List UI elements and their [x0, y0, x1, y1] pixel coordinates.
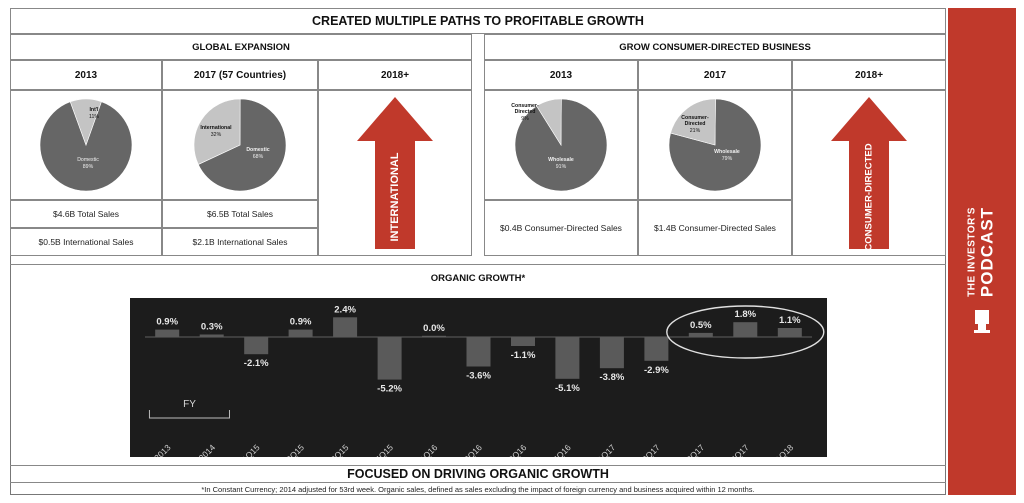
tick-label-1Q15: 1Q15	[239, 442, 262, 457]
bar-label-2Q15: 0.9%	[289, 316, 312, 328]
microphone-icon	[972, 308, 992, 334]
tick-label-2014: 2014	[196, 442, 218, 457]
pie-pct-cd-2017: 21%	[689, 128, 701, 134]
bar-label-1Q17: -3.8%	[599, 372, 625, 384]
bar-label-1Q16: 0.0%	[423, 322, 445, 334]
pie-pct-domestic-2017: 68%	[252, 154, 264, 160]
bar-3Q17	[689, 333, 713, 337]
pie-label-intl-2013: Int'l	[89, 107, 99, 113]
bar-4Q16	[555, 337, 579, 379]
pie-pct-cd-2013: 9%	[521, 116, 529, 122]
arrow-label-consumer: CONSUMER-DIRECTED	[863, 143, 875, 251]
pie-label-wholesale-2013: Wholesale	[548, 157, 574, 163]
global-col-2017: 2017 (57 Countries)	[162, 60, 318, 90]
pie-label-cd1-2017: Consumer-	[681, 115, 709, 121]
global-expansion-header: GLOBAL EXPANSION	[10, 34, 472, 60]
bar-2Q16	[467, 337, 491, 367]
footnote: *In Constant Currency; 2014 adjusted for 53rd week. Organic sales, defined as sales excluding the impact of foreign currency and business acquired within 12 months.	[10, 482, 946, 495]
consumer-col-2018: 2018+	[792, 60, 946, 90]
tick-label-4Q16: 4Q16	[551, 442, 573, 457]
bar-label-3Q15: 2.4%	[334, 304, 356, 316]
bar-3Q15	[333, 317, 357, 337]
cd-sales-2013: $0.4B Consumer-Directed Sales	[484, 200, 638, 256]
tick-label-2013: 2013	[152, 442, 173, 457]
tick-label-3Q15: 3Q15	[328, 442, 351, 457]
bar-label-2013: 0.9%	[156, 316, 179, 328]
bar-label-2Q17: -2.9%	[643, 364, 669, 376]
bar-1Q18	[778, 328, 802, 337]
tick-label-1Q18: 1Q18	[773, 442, 796, 457]
bar-1Q17	[600, 337, 624, 368]
arrow-up-icon-consumer	[829, 93, 909, 253]
pie-pct-intl-2017: 32%	[210, 132, 222, 138]
bar-label-1Q15: -2.1%	[243, 358, 269, 370]
total-sales-2017: $6.5B Total Sales	[162, 200, 318, 228]
tick-label-3Q16: 3Q16	[506, 442, 529, 457]
pie-global-2013-svg	[36, 95, 136, 195]
tick-label-3Q17: 3Q17	[684, 442, 707, 457]
intl-sales-2013: $0.5B International Sales	[10, 228, 162, 256]
bar-1Q16	[422, 336, 446, 337]
bar-2013	[155, 330, 179, 337]
bar-label-1Q18: 1.1%	[778, 315, 801, 326]
arrow-international-cell	[318, 90, 472, 256]
pie-global-2017	[162, 90, 318, 200]
fy-label: FY	[183, 399, 196, 410]
pie-consumer-2013-svg	[511, 95, 611, 195]
bar-3Q16	[511, 337, 535, 346]
bar-4Q17	[733, 322, 757, 337]
bar-label-2014: 0.3%	[200, 321, 223, 333]
pie-label-intl-2017: International	[200, 125, 232, 131]
tick-label-4Q17: 4Q17	[728, 442, 751, 457]
bar-label-2Q16: -3.6%	[466, 370, 491, 382]
slide-title: CREATED MULTIPLE PATHS TO PROFITABLE GROWTH	[10, 8, 946, 34]
tick-label-2Q17: 2Q17	[640, 442, 662, 457]
arrow-consumer-cell	[792, 90, 946, 256]
pie-label-cd1-2013: Consumer-	[511, 103, 539, 109]
bar-label-4Q17: 1.8%	[734, 309, 757, 321]
pie-pct-wholesale-2013: 91%	[555, 164, 567, 170]
pie-label-domestic-2017: Domestic	[246, 147, 270, 153]
arrow-up-icon-international	[355, 93, 435, 253]
organic-growth-chart	[130, 298, 827, 457]
tick-label-2Q16: 2Q16	[462, 442, 484, 457]
bar-label-3Q17: 0.5%	[689, 319, 712, 331]
bar-2Q15	[289, 330, 313, 337]
organic-growth-chart-svg	[130, 298, 827, 457]
tick-label-1Q16: 1Q16	[417, 442, 440, 457]
podcast-logo-line2: PODCAST	[977, 206, 997, 297]
podcast-logo-line1: THE INVESTOR'S	[966, 206, 978, 297]
consumer-directed-header: GROW CONSUMER-DIRECTED BUSINESS	[484, 34, 946, 60]
pie-label-cd2-2017: Directed	[684, 121, 706, 127]
intl-sales-2017: $2.1B International Sales	[162, 228, 318, 256]
tick-label-2Q15: 2Q15	[284, 442, 307, 457]
podcast-logo	[967, 206, 998, 296]
cd-sales-2017: $1.4B Consumer-Directed Sales	[638, 200, 792, 256]
pie-consumer-2017	[638, 90, 792, 200]
global-col-2013: 2013	[10, 60, 162, 90]
bar-label-4Q16: -5.1%	[554, 382, 580, 394]
bar-4Q15	[378, 337, 402, 380]
consumer-col-2017: 2017	[638, 60, 792, 90]
bar-label-4Q15: -5.2%	[377, 383, 403, 395]
tick-label-1Q17: 1Q17	[595, 442, 618, 457]
bar-2Q17	[644, 337, 668, 361]
pie-label-wholesale-2017: Wholesale	[714, 149, 740, 155]
bar-1Q15	[244, 337, 268, 354]
pie-pct-wholesale-2017: 79%	[721, 156, 733, 162]
footer-title: FOCUSED ON DRIVING ORGANIC GROWTH	[10, 465, 946, 482]
organic-growth-header: ORGANIC GROWTH*	[10, 264, 946, 292]
pie-global-2013	[10, 90, 162, 200]
total-sales-2013: $4.6B Total Sales	[10, 200, 162, 228]
pie-pct-domestic-2013: 89%	[82, 164, 94, 170]
bar-label-3Q16: -1.1%	[510, 350, 536, 361]
pie-label-domestic-2013: Domestic	[77, 157, 99, 163]
pie-global-2017-svg	[190, 95, 290, 195]
global-col-2018: 2018+	[318, 60, 472, 90]
bar-2014	[200, 335, 224, 338]
pie-consumer-2017-svg	[665, 95, 765, 195]
sidebar-brand	[948, 8, 1016, 495]
consumer-col-2013: 2013	[484, 60, 638, 90]
pie-consumer-2013	[484, 90, 638, 200]
arrow-label-international: INTERNATIONAL	[388, 152, 401, 242]
tick-label-4Q15: 4Q15	[373, 442, 396, 457]
pie-pct-intl-2013: 11%	[89, 114, 99, 120]
pie-label-cd2-2013: Directed	[514, 109, 536, 115]
